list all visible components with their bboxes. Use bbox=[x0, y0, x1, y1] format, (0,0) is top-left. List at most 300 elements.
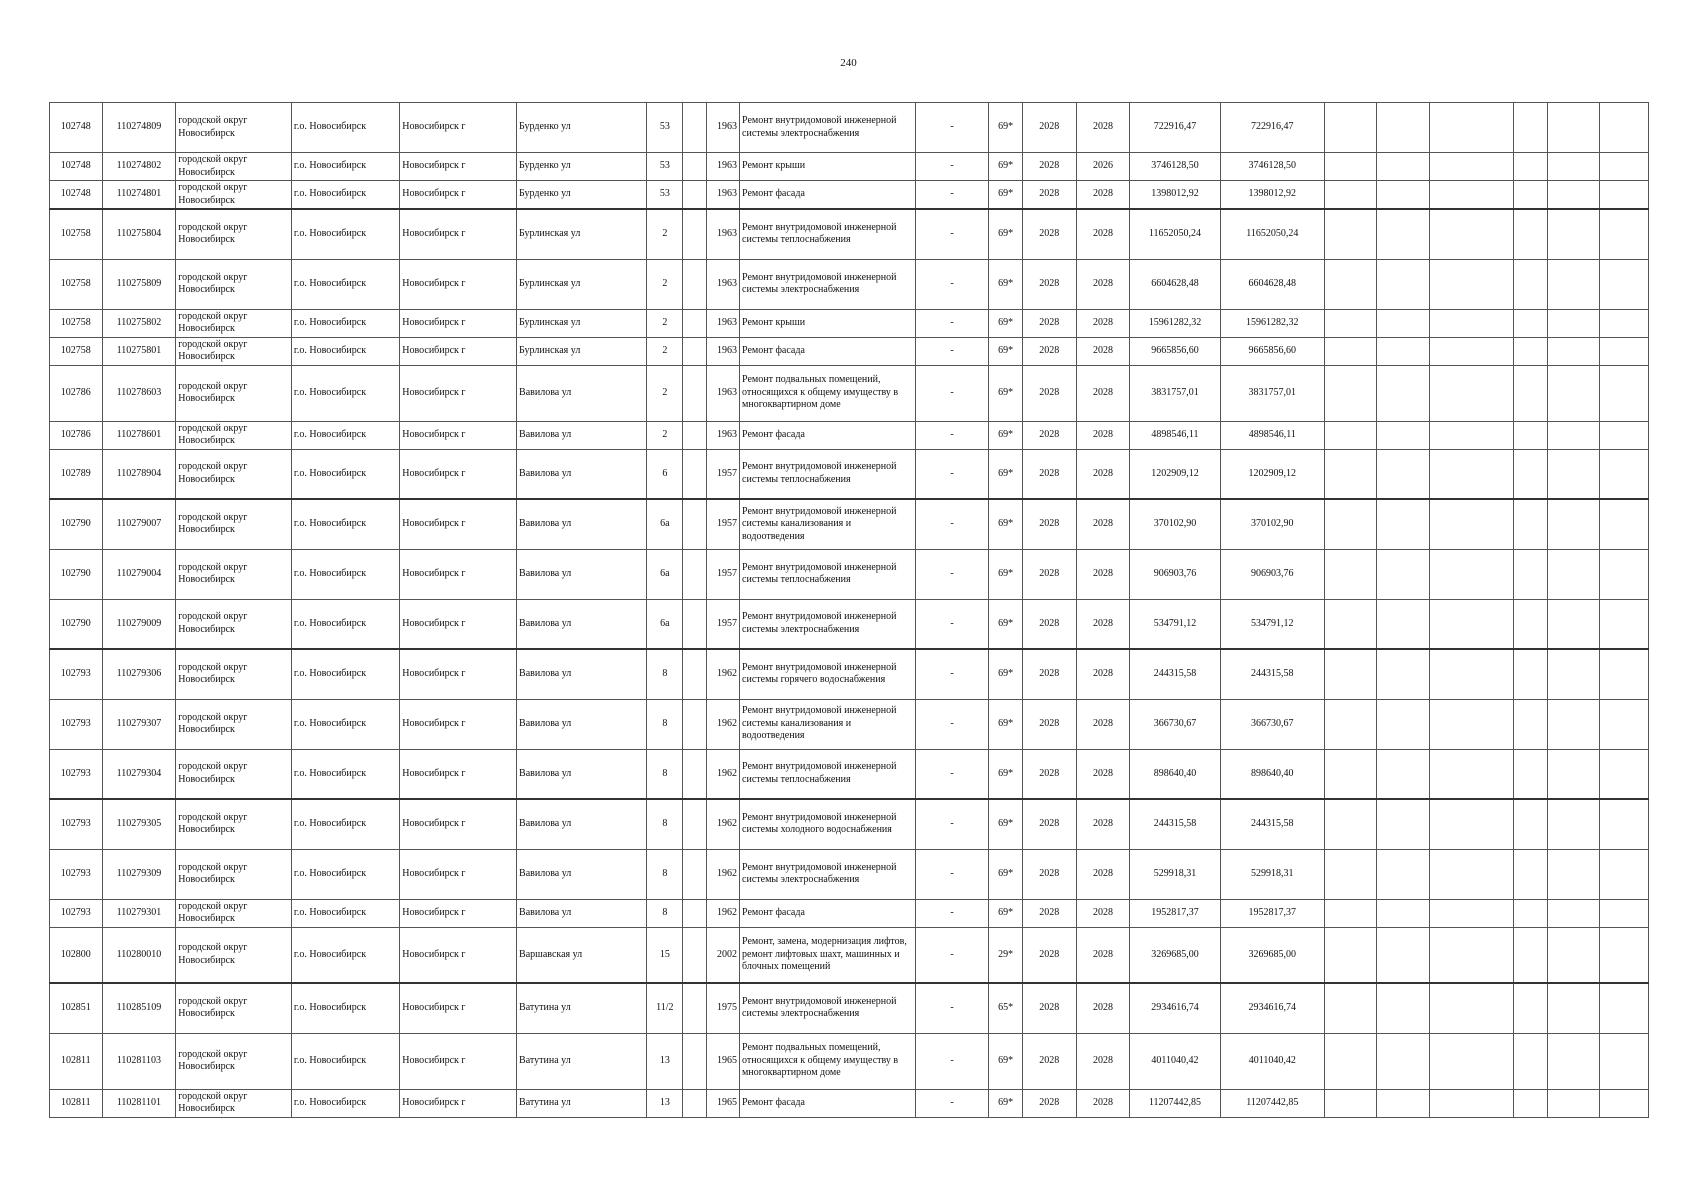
page-number: 240 bbox=[840, 57, 857, 69]
settlement-cell: Новосибирск г bbox=[400, 499, 517, 549]
empty-cell bbox=[1324, 209, 1377, 259]
year-fact-cell: 2028 bbox=[1076, 181, 1130, 210]
record-id-cell: 102789 bbox=[50, 449, 103, 499]
municipality-cell: г.о. Новосибирск bbox=[291, 927, 399, 983]
year-fact-cell: 2028 bbox=[1076, 337, 1130, 365]
dash-cell-cell: - bbox=[915, 421, 989, 449]
empty-cell bbox=[1600, 499, 1649, 549]
norm-value-cell: 69* bbox=[989, 499, 1023, 549]
empty-cell bbox=[1547, 449, 1600, 499]
street-cell: Вавилова ул bbox=[517, 649, 647, 699]
settlement-cell: Новосибирск г bbox=[400, 849, 517, 899]
cost-cell: 1398012,92 bbox=[1130, 181, 1220, 210]
cost-total-cell: 2934616,74 bbox=[1220, 983, 1324, 1033]
building-cell bbox=[683, 209, 707, 259]
cost-total-cell: 3831757,01 bbox=[1220, 365, 1324, 421]
record-id-cell: 102790 bbox=[50, 599, 103, 649]
empty-cell bbox=[1600, 1089, 1649, 1117]
building-cell bbox=[683, 337, 707, 365]
year-plan-cell: 2028 bbox=[1022, 983, 1076, 1033]
dash-cell-cell: - bbox=[915, 103, 989, 153]
table-row bbox=[50, 849, 1649, 899]
object-code-cell: 110274802 bbox=[102, 153, 176, 181]
year-plan-cell: 2028 bbox=[1022, 365, 1076, 421]
district-cell: городской округ Новосибирск bbox=[176, 499, 292, 549]
empty-cell bbox=[1547, 649, 1600, 699]
empty-cell bbox=[1600, 1033, 1649, 1089]
year-plan-cell: 2028 bbox=[1022, 259, 1076, 309]
empty-cell bbox=[1324, 699, 1377, 749]
year-fact-cell: 2028 bbox=[1076, 103, 1130, 153]
cost-total-cell: 3746128,50 bbox=[1220, 153, 1324, 181]
object-code-cell: 110275801 bbox=[102, 337, 176, 365]
district-cell: городской округ Новосибирск bbox=[176, 103, 292, 153]
cost-total-cell: 11652050,24 bbox=[1220, 209, 1324, 259]
empty-cell bbox=[1430, 649, 1514, 699]
empty-cell bbox=[1324, 1089, 1377, 1117]
street-cell: Бурлинская ул bbox=[517, 337, 647, 365]
build-year-cell: 2002 bbox=[707, 927, 740, 983]
object-code-cell: 110279306 bbox=[102, 649, 176, 699]
building-cell bbox=[683, 1033, 707, 1089]
district-cell: городской округ Новосибирск bbox=[176, 365, 292, 421]
object-code-cell: 110281101 bbox=[102, 1089, 176, 1117]
norm-value-cell: 65* bbox=[989, 983, 1023, 1033]
settlement-cell: Новосибирск г bbox=[400, 209, 517, 259]
house-number-cell: 11/2 bbox=[647, 983, 683, 1033]
cost-total-cell: 4898546,11 bbox=[1220, 421, 1324, 449]
cost-total-cell: 1202909,12 bbox=[1220, 449, 1324, 499]
empty-cell bbox=[1377, 649, 1430, 699]
record-id-cell: 102811 bbox=[50, 1033, 103, 1089]
record-id-cell: 102748 bbox=[50, 103, 103, 153]
dash-cell-cell: - bbox=[915, 499, 989, 549]
municipality-cell: г.о. Новосибирск bbox=[291, 1089, 399, 1117]
work-type-cell: Ремонт крыши bbox=[740, 153, 916, 181]
work-type-cell: Ремонт внутридомовой инженерной системы электроснабжения bbox=[740, 103, 916, 153]
empty-cell bbox=[1324, 1033, 1377, 1089]
work-type-cell: Ремонт внутридомовой инженерной системы горячего водоснабжения bbox=[740, 649, 916, 699]
building-cell bbox=[683, 983, 707, 1033]
empty-cell bbox=[1547, 259, 1600, 309]
cost-total-cell: 3269685,00 bbox=[1220, 927, 1324, 983]
cost-cell: 3269685,00 bbox=[1130, 927, 1220, 983]
empty-cell bbox=[1430, 699, 1514, 749]
record-id-cell: 102758 bbox=[50, 259, 103, 309]
dash-cell-cell: - bbox=[915, 153, 989, 181]
cost-total-cell: 529918,31 bbox=[1220, 849, 1324, 899]
house-number-cell: 13 bbox=[647, 1033, 683, 1089]
build-year-cell: 1962 bbox=[707, 649, 740, 699]
empty-cell bbox=[1514, 749, 1548, 799]
norm-value-cell: 69* bbox=[989, 749, 1023, 799]
build-year-cell: 1963 bbox=[707, 309, 740, 337]
empty-cell bbox=[1430, 499, 1514, 549]
house-number-cell: 8 bbox=[647, 649, 683, 699]
year-plan-cell: 2028 bbox=[1022, 449, 1076, 499]
cost-cell: 1952817,37 bbox=[1130, 899, 1220, 927]
cost-total-cell: 722916,47 bbox=[1220, 103, 1324, 153]
district-cell: городской округ Новосибирск bbox=[176, 309, 292, 337]
empty-cell bbox=[1600, 153, 1649, 181]
cost-cell: 11652050,24 bbox=[1130, 209, 1220, 259]
work-type-cell: Ремонт подвальных помещений, относящихся к общему имуществу в многоквартирном доме bbox=[740, 365, 916, 421]
building-cell bbox=[683, 499, 707, 549]
municipality-cell: г.о. Новосибирск bbox=[291, 309, 399, 337]
object-code-cell: 110279004 bbox=[102, 549, 176, 599]
cost-total-cell: 11207442,85 bbox=[1220, 1089, 1324, 1117]
street-cell: Вавилова ул bbox=[517, 799, 647, 849]
table-row bbox=[50, 927, 1649, 983]
building-cell bbox=[683, 449, 707, 499]
empty-cell bbox=[1514, 927, 1548, 983]
dash-cell-cell: - bbox=[915, 337, 989, 365]
dash-cell-cell: - bbox=[915, 549, 989, 599]
record-id-cell: 102758 bbox=[50, 209, 103, 259]
norm-value-cell: 69* bbox=[989, 421, 1023, 449]
house-number-cell: 53 bbox=[647, 153, 683, 181]
empty-cell bbox=[1324, 449, 1377, 499]
year-fact-cell: 2028 bbox=[1076, 421, 1130, 449]
table-row bbox=[50, 365, 1649, 421]
district-cell: городской округ Новосибирск bbox=[176, 699, 292, 749]
empty-cell bbox=[1377, 153, 1430, 181]
empty-cell bbox=[1430, 153, 1514, 181]
empty-cell bbox=[1377, 309, 1430, 337]
empty-cell bbox=[1600, 103, 1649, 153]
house-number-cell: 13 bbox=[647, 1089, 683, 1117]
settlement-cell: Новосибирск г bbox=[400, 365, 517, 421]
year-plan-cell: 2028 bbox=[1022, 499, 1076, 549]
street-cell: Вавилова ул bbox=[517, 449, 647, 499]
empty-cell bbox=[1514, 259, 1548, 309]
empty-cell bbox=[1377, 181, 1430, 210]
empty-cell bbox=[1514, 365, 1548, 421]
empty-cell bbox=[1600, 181, 1649, 210]
year-plan-cell: 2028 bbox=[1022, 421, 1076, 449]
empty-cell bbox=[1430, 1089, 1514, 1117]
work-type-cell: Ремонт внутридомовой инженерной системы теплоснабжения bbox=[740, 549, 916, 599]
street-cell: Бурлинская ул bbox=[517, 209, 647, 259]
settlement-cell: Новосибирск г bbox=[400, 1089, 517, 1117]
year-fact-cell: 2028 bbox=[1076, 1033, 1130, 1089]
work-type-cell: Ремонт внутридомовой инженерной системы теплоснабжения bbox=[740, 749, 916, 799]
build-year-cell: 1957 bbox=[707, 549, 740, 599]
empty-cell bbox=[1547, 899, 1600, 927]
record-id-cell: 102790 bbox=[50, 549, 103, 599]
house-number-cell: 6 bbox=[647, 449, 683, 499]
empty-cell bbox=[1547, 209, 1600, 259]
cost-total-cell: 9665856,60 bbox=[1220, 337, 1324, 365]
empty-cell bbox=[1377, 799, 1430, 849]
municipality-cell: г.о. Новосибирск bbox=[291, 259, 399, 309]
norm-value-cell: 69* bbox=[989, 899, 1023, 927]
year-plan-cell: 2028 bbox=[1022, 649, 1076, 699]
cost-total-cell: 15961282,32 bbox=[1220, 309, 1324, 337]
build-year-cell: 1965 bbox=[707, 1033, 740, 1089]
empty-cell bbox=[1514, 153, 1548, 181]
record-id-cell: 102793 bbox=[50, 799, 103, 849]
cost-cell: 534791,12 bbox=[1130, 599, 1220, 649]
street-cell: Бурлинская ул bbox=[517, 309, 647, 337]
object-code-cell: 110275804 bbox=[102, 209, 176, 259]
municipality-cell: г.о. Новосибирск bbox=[291, 421, 399, 449]
empty-cell bbox=[1514, 799, 1548, 849]
empty-cell bbox=[1514, 209, 1548, 259]
municipality-cell: г.о. Новосибирск bbox=[291, 649, 399, 699]
build-year-cell: 1963 bbox=[707, 153, 740, 181]
empty-cell bbox=[1547, 699, 1600, 749]
empty-cell bbox=[1430, 599, 1514, 649]
object-code-cell: 110285109 bbox=[102, 983, 176, 1033]
empty-cell bbox=[1324, 153, 1377, 181]
settlement-cell: Новосибирск г bbox=[400, 1033, 517, 1089]
empty-cell bbox=[1547, 599, 1600, 649]
empty-cell bbox=[1600, 983, 1649, 1033]
empty-cell bbox=[1324, 899, 1377, 927]
street-cell: Вавилова ул bbox=[517, 749, 647, 799]
street-cell: Бурденко ул bbox=[517, 103, 647, 153]
street-cell: Бурлинская ул bbox=[517, 259, 647, 309]
norm-value-cell: 29* bbox=[989, 927, 1023, 983]
empty-cell bbox=[1430, 899, 1514, 927]
table-row bbox=[50, 749, 1649, 799]
record-id-cell: 102793 bbox=[50, 849, 103, 899]
empty-cell bbox=[1430, 309, 1514, 337]
house-number-cell: 2 bbox=[647, 421, 683, 449]
work-type-cell: Ремонт фасада bbox=[740, 337, 916, 365]
year-fact-cell: 2028 bbox=[1076, 449, 1130, 499]
building-cell bbox=[683, 699, 707, 749]
building-cell bbox=[683, 153, 707, 181]
empty-cell bbox=[1377, 259, 1430, 309]
norm-value-cell: 69* bbox=[989, 1089, 1023, 1117]
municipality-cell: г.о. Новосибирск bbox=[291, 549, 399, 599]
empty-cell bbox=[1514, 699, 1548, 749]
municipality-cell: г.о. Новосибирск bbox=[291, 1033, 399, 1089]
empty-cell bbox=[1514, 983, 1548, 1033]
work-type-cell: Ремонт внутридомовой инженерной системы электроснабжения bbox=[740, 259, 916, 309]
year-plan-cell: 2028 bbox=[1022, 549, 1076, 599]
empty-cell bbox=[1547, 103, 1600, 153]
empty-cell bbox=[1547, 337, 1600, 365]
empty-cell bbox=[1377, 899, 1430, 927]
build-year-cell: 1965 bbox=[707, 1089, 740, 1117]
empty-cell bbox=[1600, 209, 1649, 259]
cost-cell: 4898546,11 bbox=[1130, 421, 1220, 449]
table-row bbox=[50, 153, 1649, 181]
empty-cell bbox=[1377, 849, 1430, 899]
record-id-cell: 102758 bbox=[50, 309, 103, 337]
record-id-cell: 102800 bbox=[50, 927, 103, 983]
table-row bbox=[50, 421, 1649, 449]
empty-cell bbox=[1377, 337, 1430, 365]
house-number-cell: 53 bbox=[647, 181, 683, 210]
cost-cell: 9665856,60 bbox=[1130, 337, 1220, 365]
settlement-cell: Новосибирск г bbox=[400, 259, 517, 309]
street-cell: Вавилова ул bbox=[517, 599, 647, 649]
district-cell: городской округ Новосибирск bbox=[176, 749, 292, 799]
empty-cell bbox=[1377, 927, 1430, 983]
year-fact-cell: 2028 bbox=[1076, 499, 1130, 549]
empty-cell bbox=[1547, 927, 1600, 983]
building-cell bbox=[683, 599, 707, 649]
dash-cell-cell: - bbox=[915, 599, 989, 649]
object-code-cell: 110279007 bbox=[102, 499, 176, 549]
year-fact-cell: 2028 bbox=[1076, 983, 1130, 1033]
cost-cell: 366730,67 bbox=[1130, 699, 1220, 749]
empty-cell bbox=[1514, 309, 1548, 337]
build-year-cell: 1963 bbox=[707, 421, 740, 449]
work-type-cell: Ремонт крыши bbox=[740, 309, 916, 337]
empty-cell bbox=[1377, 421, 1430, 449]
municipality-cell: г.о. Новосибирск bbox=[291, 449, 399, 499]
street-cell: Вавилова ул bbox=[517, 549, 647, 599]
work-type-cell: Ремонт внутридомовой инженерной системы теплоснабжения bbox=[740, 449, 916, 499]
cost-cell: 6604628,48 bbox=[1130, 259, 1220, 309]
object-code-cell: 110279307 bbox=[102, 699, 176, 749]
settlement-cell: Новосибирск г bbox=[400, 337, 517, 365]
object-code-cell: 110275802 bbox=[102, 309, 176, 337]
municipality-cell: г.о. Новосибирск bbox=[291, 103, 399, 153]
year-fact-cell: 2028 bbox=[1076, 209, 1130, 259]
table-row bbox=[50, 1033, 1649, 1089]
empty-cell bbox=[1514, 899, 1548, 927]
empty-cell bbox=[1430, 259, 1514, 309]
building-cell bbox=[683, 799, 707, 849]
empty-cell bbox=[1600, 309, 1649, 337]
year-plan-cell: 2028 bbox=[1022, 1033, 1076, 1089]
work-type-cell: Ремонт подвальных помещений, относящихся к общему имуществу в многоквартирном доме bbox=[740, 1033, 916, 1089]
record-id-cell: 102786 bbox=[50, 421, 103, 449]
empty-cell bbox=[1514, 421, 1548, 449]
empty-cell bbox=[1324, 649, 1377, 699]
building-cell bbox=[683, 549, 707, 599]
year-plan-cell: 2028 bbox=[1022, 899, 1076, 927]
object-code-cell: 110274809 bbox=[102, 103, 176, 153]
empty-cell bbox=[1600, 365, 1649, 421]
empty-cell bbox=[1377, 1033, 1430, 1089]
cost-total-cell: 6604628,48 bbox=[1220, 259, 1324, 309]
year-fact-cell: 2028 bbox=[1076, 799, 1130, 849]
cost-cell: 906903,76 bbox=[1130, 549, 1220, 599]
work-type-cell: Ремонт внутридомовой инженерной системы канализования и водоотведения bbox=[740, 699, 916, 749]
dash-cell-cell: - bbox=[915, 309, 989, 337]
year-fact-cell: 2028 bbox=[1076, 649, 1130, 699]
empty-cell bbox=[1514, 499, 1548, 549]
build-year-cell: 1962 bbox=[707, 849, 740, 899]
dash-cell-cell: - bbox=[915, 209, 989, 259]
municipality-cell: г.о. Новосибирск bbox=[291, 181, 399, 210]
cost-total-cell: 366730,67 bbox=[1220, 699, 1324, 749]
municipality-cell: г.о. Новосибирск bbox=[291, 849, 399, 899]
cost-total-cell: 1398012,92 bbox=[1220, 181, 1324, 210]
work-type-cell: Ремонт внутридомовой инженерной системы электроснабжения bbox=[740, 599, 916, 649]
year-fact-cell: 2028 bbox=[1076, 899, 1130, 927]
norm-value-cell: 69* bbox=[989, 309, 1023, 337]
district-cell: городской округ Новосибирск bbox=[176, 899, 292, 927]
empty-cell bbox=[1547, 549, 1600, 599]
district-cell: городской округ Новосибирск bbox=[176, 649, 292, 699]
street-cell: Бурденко ул bbox=[517, 181, 647, 210]
street-cell: Ватутина ул bbox=[517, 1089, 647, 1117]
settlement-cell: Новосибирск г bbox=[400, 649, 517, 699]
empty-cell bbox=[1324, 337, 1377, 365]
record-id-cell: 102748 bbox=[50, 181, 103, 210]
object-code-cell: 110279305 bbox=[102, 799, 176, 849]
empty-cell bbox=[1514, 599, 1548, 649]
district-cell: городской округ Новосибирск bbox=[176, 1033, 292, 1089]
empty-cell bbox=[1324, 549, 1377, 599]
table-row bbox=[50, 209, 1649, 259]
building-cell bbox=[683, 899, 707, 927]
empty-cell bbox=[1514, 549, 1548, 599]
norm-value-cell: 69* bbox=[989, 181, 1023, 210]
empty-cell bbox=[1377, 699, 1430, 749]
empty-cell bbox=[1377, 365, 1430, 421]
empty-cell bbox=[1600, 549, 1649, 599]
empty-cell bbox=[1377, 499, 1430, 549]
norm-value-cell: 69* bbox=[989, 153, 1023, 181]
work-type-cell: Ремонт внутридомовой инженерной системы теплоснабжения bbox=[740, 209, 916, 259]
street-cell: Ватутина ул bbox=[517, 1033, 647, 1089]
empty-cell bbox=[1377, 449, 1430, 499]
record-id-cell: 102851 bbox=[50, 983, 103, 1033]
empty-cell bbox=[1430, 927, 1514, 983]
object-code-cell: 110280010 bbox=[102, 927, 176, 983]
build-year-cell: 1963 bbox=[707, 103, 740, 153]
street-cell: Вавилова ул bbox=[517, 899, 647, 927]
table-row bbox=[50, 103, 1649, 153]
object-code-cell: 110278601 bbox=[102, 421, 176, 449]
empty-cell bbox=[1547, 309, 1600, 337]
work-type-cell: Ремонт фасада bbox=[740, 181, 916, 210]
settlement-cell: Новосибирск г bbox=[400, 309, 517, 337]
municipality-cell: г.о. Новосибирск bbox=[291, 337, 399, 365]
work-type-cell: Ремонт внутридомовой инженерной системы канализования и водоотведения bbox=[740, 499, 916, 549]
cost-cell: 15961282,32 bbox=[1130, 309, 1220, 337]
work-type-cell: Ремонт, замена, модернизация лифтов, ремонт лифтовых шахт, машинных и блочных помещений bbox=[740, 927, 916, 983]
table-row bbox=[50, 259, 1649, 309]
empty-cell bbox=[1430, 421, 1514, 449]
year-plan-cell: 2028 bbox=[1022, 181, 1076, 210]
empty-cell bbox=[1430, 799, 1514, 849]
empty-cell bbox=[1324, 749, 1377, 799]
work-type-cell: Ремонт внутридомовой инженерной системы электроснабжения bbox=[740, 849, 916, 899]
year-plan-cell: 2028 bbox=[1022, 749, 1076, 799]
record-id-cell: 102793 bbox=[50, 899, 103, 927]
year-plan-cell: 2028 bbox=[1022, 153, 1076, 181]
year-fact-cell: 2028 bbox=[1076, 309, 1130, 337]
empty-cell bbox=[1547, 499, 1600, 549]
settlement-cell: Новосибирск г bbox=[400, 983, 517, 1033]
cost-cell: 898640,40 bbox=[1130, 749, 1220, 799]
building-cell bbox=[683, 927, 707, 983]
record-id-cell: 102790 bbox=[50, 499, 103, 549]
object-code-cell: 110281103 bbox=[102, 1033, 176, 1089]
empty-cell bbox=[1547, 153, 1600, 181]
settlement-cell: Новосибирск г bbox=[400, 421, 517, 449]
norm-value-cell: 69* bbox=[989, 599, 1023, 649]
empty-cell bbox=[1547, 799, 1600, 849]
building-cell bbox=[683, 103, 707, 153]
table-row bbox=[50, 899, 1649, 927]
year-fact-cell: 2028 bbox=[1076, 365, 1130, 421]
street-cell: Вавилова ул bbox=[517, 365, 647, 421]
district-cell: городской округ Новосибирск bbox=[176, 1089, 292, 1117]
empty-cell bbox=[1600, 259, 1649, 309]
year-fact-cell: 2028 bbox=[1076, 927, 1130, 983]
